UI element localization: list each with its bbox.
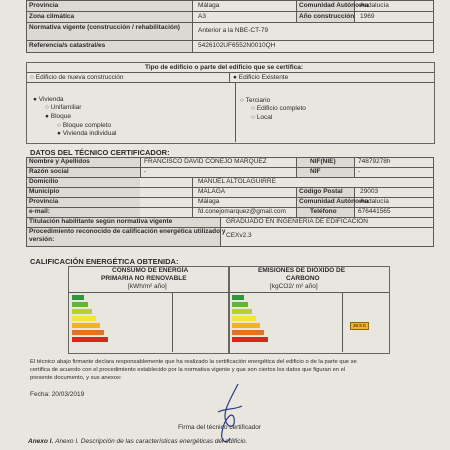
cp-label: Código Postal xyxy=(299,188,343,195)
scale-bar-d xyxy=(232,316,256,321)
declaration-line-3: presente documento, y sus anexos: xyxy=(30,375,122,381)
scale-bar-f xyxy=(72,330,104,335)
scale-bar-d xyxy=(72,316,96,321)
edificio-completo-label: Edificio completo xyxy=(256,105,306,112)
ca-label: Comunidad Autónoma xyxy=(299,2,369,9)
consumo-title-2: PRIMARIA NO RENOVABLE xyxy=(101,275,187,282)
nif-label: NIF(NIE) xyxy=(310,158,336,165)
municipio-label: Municipio xyxy=(29,188,60,195)
scale-bar-g xyxy=(72,337,108,342)
radio-edificio-completo[interactable]: ○ Edificio completo xyxy=(251,105,306,112)
scale-bar-a xyxy=(232,295,244,300)
anio-label: Año construcción xyxy=(299,13,355,20)
nif2-label: NIF xyxy=(310,168,321,175)
tel-value: 676441565 xyxy=(358,208,391,215)
unifamiliar-label: Unifamiliar xyxy=(50,104,82,111)
radio-vivienda[interactable]: ● Vivienda xyxy=(33,96,64,103)
provincia2-value: Málaga xyxy=(198,198,220,205)
certifier-title: DATOS DEL TÉCNICO CERTIFICADOR: xyxy=(30,148,170,157)
annex-text: Anexo I. Anexo I. Descripción de las características energéticas del edificio. xyxy=(28,438,248,445)
razon-label: Razón social xyxy=(29,168,69,175)
titulacion-value: GRADUADO EN INGENIERIA DE EDIFICACION xyxy=(226,218,368,225)
radio-terciario[interactable]: ○ Terciario xyxy=(240,97,271,104)
provincia-label: Provincia xyxy=(29,2,59,9)
referencia-label: Referencia/s catastral/es xyxy=(29,42,106,49)
scale-bar-c xyxy=(232,309,252,314)
scale-bar-a xyxy=(72,295,84,300)
normativa-value: Anterior a la NBE-CT-79 xyxy=(198,27,269,34)
bloque-completo-label: Bloque completo xyxy=(62,122,112,129)
vivienda-label: Vivienda xyxy=(38,96,64,103)
titulacion-label: Titulación habilitante según normativa vigente xyxy=(29,218,173,225)
scale-bar-f xyxy=(232,330,264,335)
cp-value: 29003 xyxy=(360,188,379,195)
procedimiento-label-1: Procedimiento reconocido de calificación energética utilizado y xyxy=(29,228,226,235)
declaration-line-2: certifica de acuerdo con el procedimiento establecido por la normativa vigente y que son ciertos los datos que figuran en el xyxy=(30,367,346,373)
consumo-title-1: CONSUMO DE ENERGÍA xyxy=(112,267,189,274)
emisiones-title-2: CARBONO xyxy=(286,275,320,282)
procedimiento-value: CEXv2.3 xyxy=(226,232,252,239)
vivienda-individual-label: Vivienda individual xyxy=(62,130,117,137)
zona-label: Zona climática xyxy=(29,13,75,20)
bloque-label: Bloque xyxy=(50,113,71,120)
normativa-label: Normativa vigente (construcción / rehabilitación) xyxy=(29,24,180,31)
ca2-label: Comunidad Autónoma xyxy=(299,198,369,205)
email-label: e-mail: xyxy=(29,208,50,215)
provincia2-label: Provincia xyxy=(29,198,59,205)
emisiones-rating-tag: 38.9 E xyxy=(350,322,369,330)
declaration-line-1: El técnico abajo firmante declara responsablemente que ha realizado la certificación energética del edificio o de la parte que se xyxy=(30,359,357,365)
municipio-value: MALAGA xyxy=(198,188,226,195)
nif-value: 74879278h xyxy=(358,158,391,165)
scale-bar-e xyxy=(72,323,100,328)
scale-bar-g xyxy=(232,337,268,342)
tel-label: Teléfono xyxy=(310,208,337,215)
scale-bar-e xyxy=(232,323,260,328)
signature-label: Firma del técnico certificador xyxy=(178,424,262,431)
scale-bar-b xyxy=(72,302,88,307)
declaration-date: Fecha: 20/03/2019 xyxy=(30,391,85,398)
provincia-value: Málaga xyxy=(198,2,220,9)
existing-building-label: Edificio Existente xyxy=(238,74,289,81)
scale-bar-c xyxy=(72,309,92,314)
scale-bar-b xyxy=(232,302,248,307)
radio-local[interactable]: ○ Local xyxy=(251,114,273,121)
name-label: Nombre y Apellidos xyxy=(29,158,90,165)
radio-unifamiliar[interactable]: ○ Unifamiliar xyxy=(45,104,82,111)
consumo-unit: [kWh/m² año] xyxy=(128,283,167,290)
building-type-title: Tipo de edificio o parte del edificio que se certifica: xyxy=(145,64,304,71)
anio-value: 1969 xyxy=(360,13,375,20)
radio-vivienda-individual[interactable]: ● Vivienda individual xyxy=(57,130,117,137)
domicilio-value: MANUEL ALTOLAGUIRRE xyxy=(198,178,276,185)
radio-bloque-completo[interactable]: ○ Bloque completo xyxy=(57,122,112,129)
zona-value: A3 xyxy=(198,13,206,20)
ca2-value: Andalucía xyxy=(360,198,389,205)
radio-bloque[interactable]: ● Bloque xyxy=(45,113,71,120)
rating-title: CALIFICACIÓN ENERGÉTICA OBTENIDA: xyxy=(30,257,179,266)
radio-new-building[interactable]: ○ Edificio de nueva construcción xyxy=(30,74,124,81)
annex-description: Anexo I. Descripción de las características energéticas del edificio. xyxy=(55,438,248,445)
new-building-label: Edificio de nueva construcción xyxy=(35,74,124,81)
razon-value: - xyxy=(144,168,147,175)
procedimiento-label-2: versión: xyxy=(29,236,55,243)
radio-existing-building[interactable]: ● Edificio Existente xyxy=(233,74,289,81)
terciario-label: Terciario xyxy=(245,97,271,104)
referencia-value: 5426102UF6552N0010QH xyxy=(198,42,276,49)
domicilio-label: Domicilio xyxy=(29,178,59,185)
name-value: FRANCISCO DAVID CONEJO MARQUEZ xyxy=(144,158,267,165)
local-label: Local xyxy=(256,114,273,121)
emisiones-unit: [kgCO2/ m² año] xyxy=(270,283,318,290)
email-value: fd.conejomarquez@gmail.com xyxy=(198,208,286,215)
emisiones-title-1: EMISIONES DE DIÓXIDO DE xyxy=(258,267,346,274)
nif2-value: - xyxy=(358,168,361,175)
ca-value: Andalucía xyxy=(360,2,389,9)
